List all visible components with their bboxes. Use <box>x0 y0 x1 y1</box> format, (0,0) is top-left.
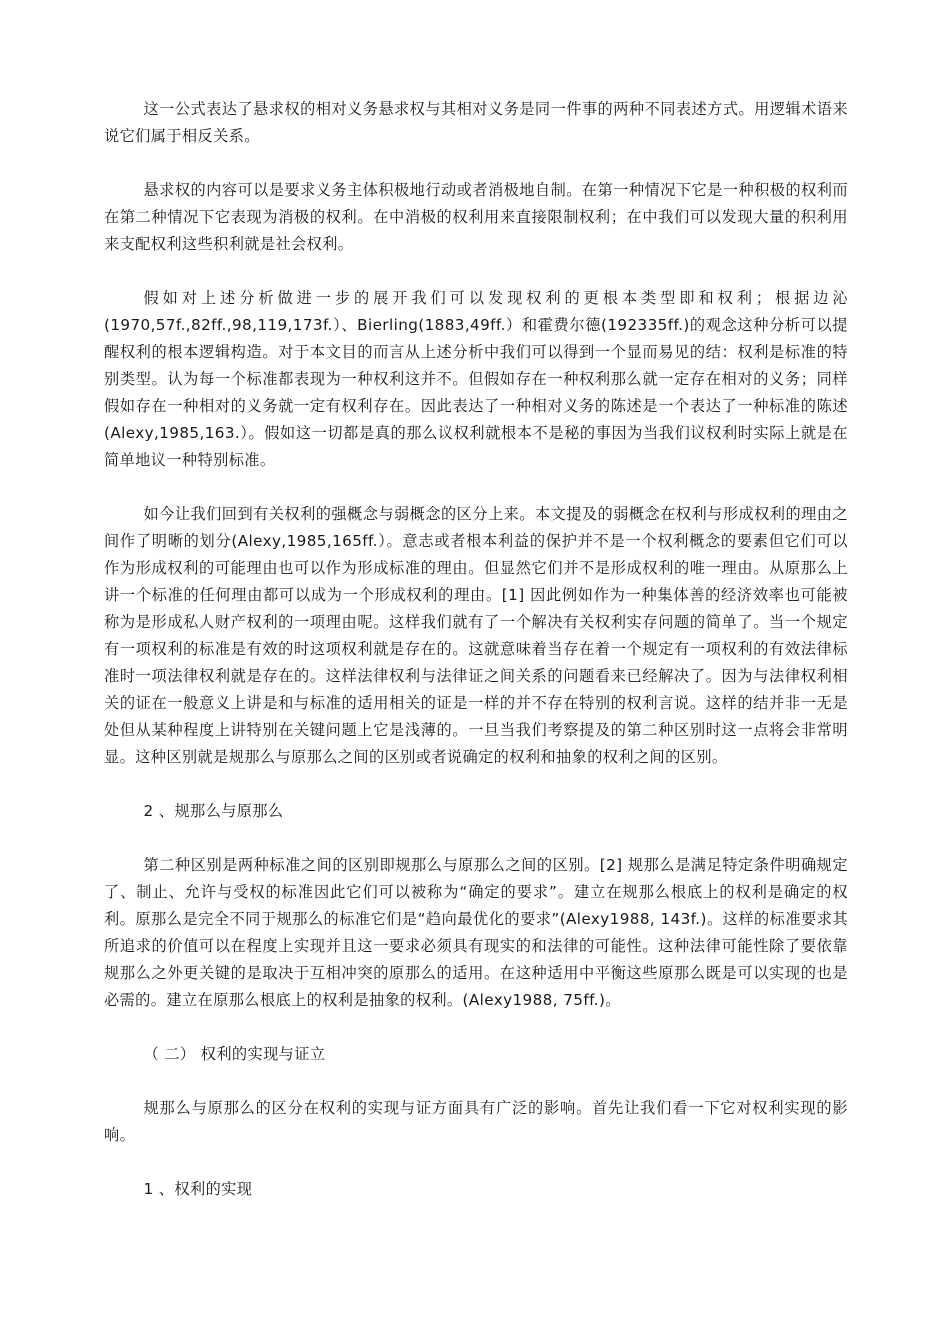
document-page <box>104 96 848 1230</box>
paragraph-rights-as-norms: 假如对上述分析做进一步的展开我们可以发现权利的更根本类型即和权利；根据边沁(1970,57f.,82ff.,98,119,173f.）、Bierling(1883,49ff.）和霍费尔德(192335ff.)的观念这种分析可以提醒权利的根本逻辑构造。对于本文目的而言从上述分析中我们可以得到一个显而易见的结：权利是标准的特别类型。认为每一个标准都表现为一种权利这并不。但假如存在一种权利那么就一定存在相对的义务；同样假如存在一种相对的义务就一定有权利存在。因此表达了一种相对义务的陈述是一个表达了一种标准的陈述(Alexy,1985,163.）。假如这一切都是真的那么议权利就根本不是秘的事因为当我们议权利时实际上就是在简单地议一种特别标准。 <box>104 289 848 469</box>
section-heading-realization-justification: （ 二） 权利的实现与证立 <box>143 1045 326 1063</box>
paragraph-positive-negative-rights: 悬求权的内容可以是要求义务主体积极地行动或者消极地自制。在第一种情况下它是一种积极的权利而在第二种情况下它表现为消极的权利。在中消极的权利用来直接限制权利；在中我们可以发现大量的积利用来支配权利这些积利就是社会权利。 <box>104 181 848 253</box>
paragraph-impact-on-realization: 规那么与原那么的区分在权利的实现与证方面具有广泛的影响。首先让我们看一下它对权利实现的影响。 <box>104 1099 848 1144</box>
paragraph-relative-duty: 这一公式表达了悬求权的相对义务悬求权与其相对义务是同一件事的两种不同表述方式。用逻辑术语来说它们属于相反关系。 <box>104 100 848 145</box>
section-heading-realization-of-rights: 1 、权利的实现 <box>143 1180 253 1198</box>
section-heading-rules-principles: 2 、规那么与原那么 <box>143 802 284 820</box>
paragraph-rules-vs-principles: 第二种区别是两种标准之间的区别即规那么与原那么之间的区别。[2] 规那么是满足特定条件明确规定了、制止、允许与受权的标准因此它们可以被称为“确定的要求”。建立在规那么根底上的权利是确定的权利。原那么是完全不同于规那么的标准它们是“趋向最优化的要求”(Alexy1988, 143f.)。这样的标准要求其所追求的价值可以在程度上实现并且这一要求必须具有现实的和法律的可能性。这种法律可能性除了要依靠规那么之外更关键的是取决于互相冲突的原那么的适用。在这种适用中平衡这些原那么既是可以实现的也是必需的。建立在原那么根底上的权利是抽象的权利。(Alexy1988, 75ff.)。 <box>104 856 848 1009</box>
paragraph-strong-weak-concept: 如今让我们回到有关权利的强概念与弱概念的区分上来。本文提及的弱概念在权利与形成权利的理由之间作了明晰的划分(Alexy,1985,165ff.）。意志或者根本利益的保护并不是一个权利概念的要素但它们可以作为形成权利的可能理由也可以作为形成标准的理由。但显然它们并不是形成权利的唯一理由。从原那么上讲一个标准的任何理由都可以成为一个形成权利的理由。[1] 因此例如作为一种集体善的经济效率也可能被称为是形成私人财产权利的一项理由呢。这样我们就有了一个解决有关权利实存问题的简单了。当一个规定有一项权利的标准是有效的时这项权利就是存在的。这就意味着当存在着一个规定有一项权利的有效法律标准时一项法律权利就是存在的。这样法律权利与法律证之间关系的问题看来已经解决了。因为与法律权利相关的证在一般意义上讲是和与标准的适用相关的证是一样的并不存在特别的权利言说。这样的结并非一无是处但从某种程度上讲特别在关键问题上它是浅薄的。一旦当我们考察提及的第二种区别时这一点将会非常明显。这种区别就是规那么与原那么之间的区别或者说确定的权利和抽象的权利之间的区别。 <box>104 505 848 766</box>
